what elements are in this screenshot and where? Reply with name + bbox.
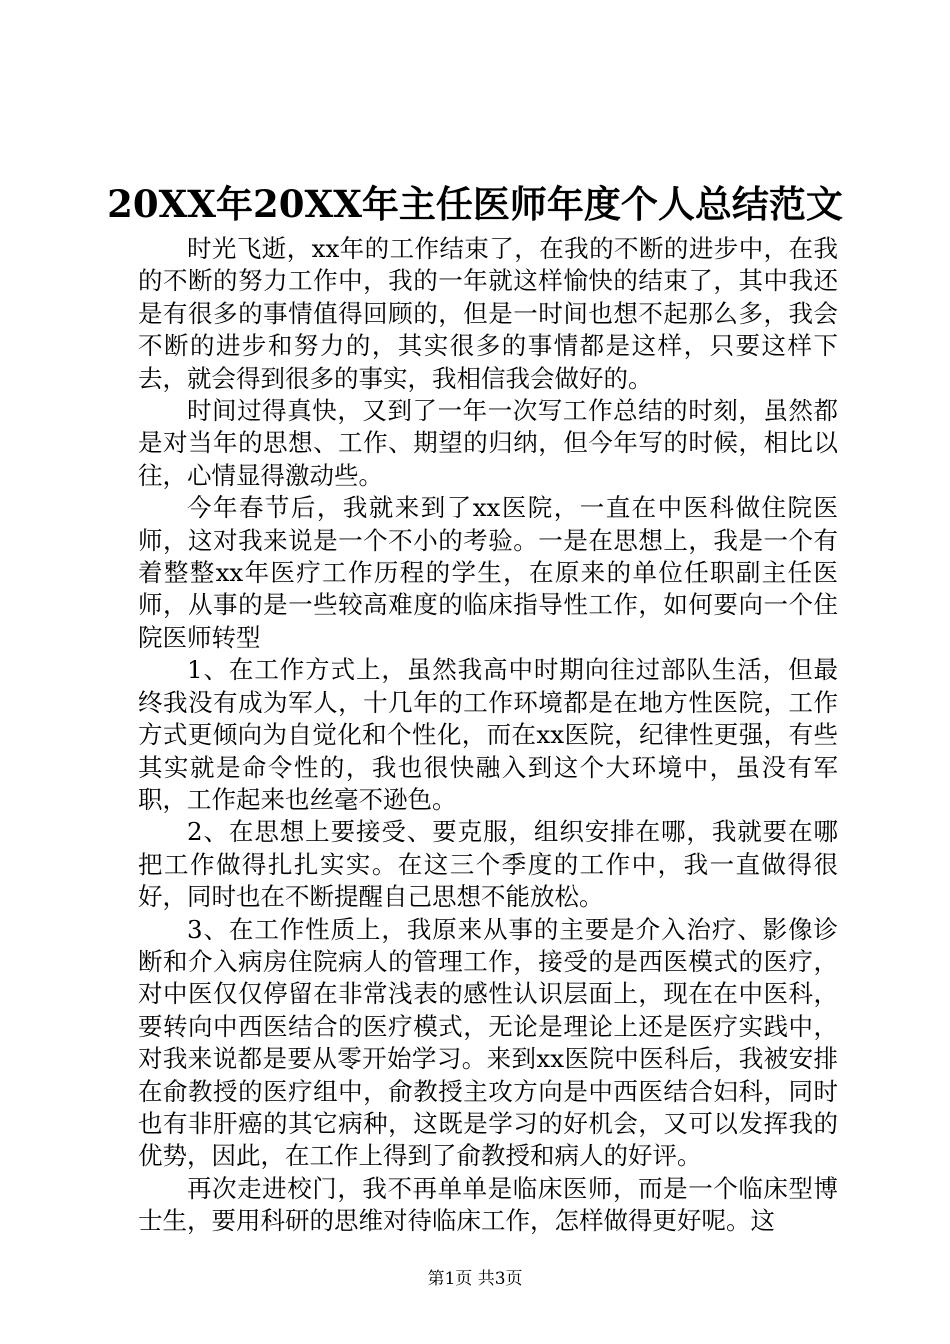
paragraph: 时光飞逝，xx年的工作结束了，在我的不断的进步中，在我的不断的努力工作中，我的一年就这样愉快的结束了，其中我还是有很多的事情值得回顾的，但是一时间也想不起那么多，我会不断的进步和努力的，其实很多的事情都是这样，只要这样下去，就会得到很多的事实，我相信我会做好的。 bbox=[138, 234, 838, 393]
paragraph: 今年春节后，我就来到了xx医院，一直在中医科做住院医师，这对我来说是一个不小的考验。一是在思想上，我是一个有着整整xx年医疗工作历程的学生，在原来的单位任职副主任医师，从事的是一些较高难度的临床指导性工作，如何要向一个住院医师转型 bbox=[138, 493, 838, 652]
paragraph: 1、在工作方式上，虽然我高中时期向往过部队生活，但最终我没有成为军人，十几年的工作环境都是在地方性医院，工作方式更倾向为自觉化和个性化，而在xx医院，纪律性更强，有些其实就是命令性的，我也很快融入到这个大环境中，虽没有军职，工作起来也丝毫不逊色。 bbox=[138, 655, 838, 814]
paragraph: 再次走进校门，我不再单单是临床医师，而是一个临床型博士生，要用科研的思维对待临床工作，怎样做得更好呢。这 bbox=[138, 1173, 838, 1236]
paragraph: 3、在工作性质上，我原来从事的主要是介入治疗、影像诊断和介入病房住院病人的管理工作，接受的是西医模式的医疗，对中医仅仅停留在非常浅表的感性认识层面上，现在在中医科，要转向中西医结合的医疗模式，无论是理论上还是医疗实践中，对我来说都是要从零开始学习。来到xx医院中医科后，我被安排在俞教授的医疗组中，俞教授主攻方向是中西医结合妇科，同时也有非肝癌的其它病种，这既是学习的好机会，又可以发挥我的优势，因此，在工作上得到了俞教授和病人的好评。 bbox=[138, 914, 838, 1171]
document-title: 20XX年20XX年主任医师年度个人总结范文 bbox=[107, 182, 843, 226]
document-body bbox=[138, 233, 838, 1238]
paragraph: 2、在思想上要接受、要克服，组织安排在哪，我就要在哪把工作做得扎扎实实。在这三个季度的工作中，我一直做得很好，同时也在不断提醒自己思想不能放松。 bbox=[138, 817, 838, 912]
paragraph: 时间过得真快，又到了一年一次写工作总结的时刻，虽然都是对当年的思想、工作、期望的归纳，但今年写的时候，相比以往，心情显得激动些。 bbox=[138, 396, 838, 490]
page-number-footer: 第1页 共3页 bbox=[427, 1269, 523, 1289]
